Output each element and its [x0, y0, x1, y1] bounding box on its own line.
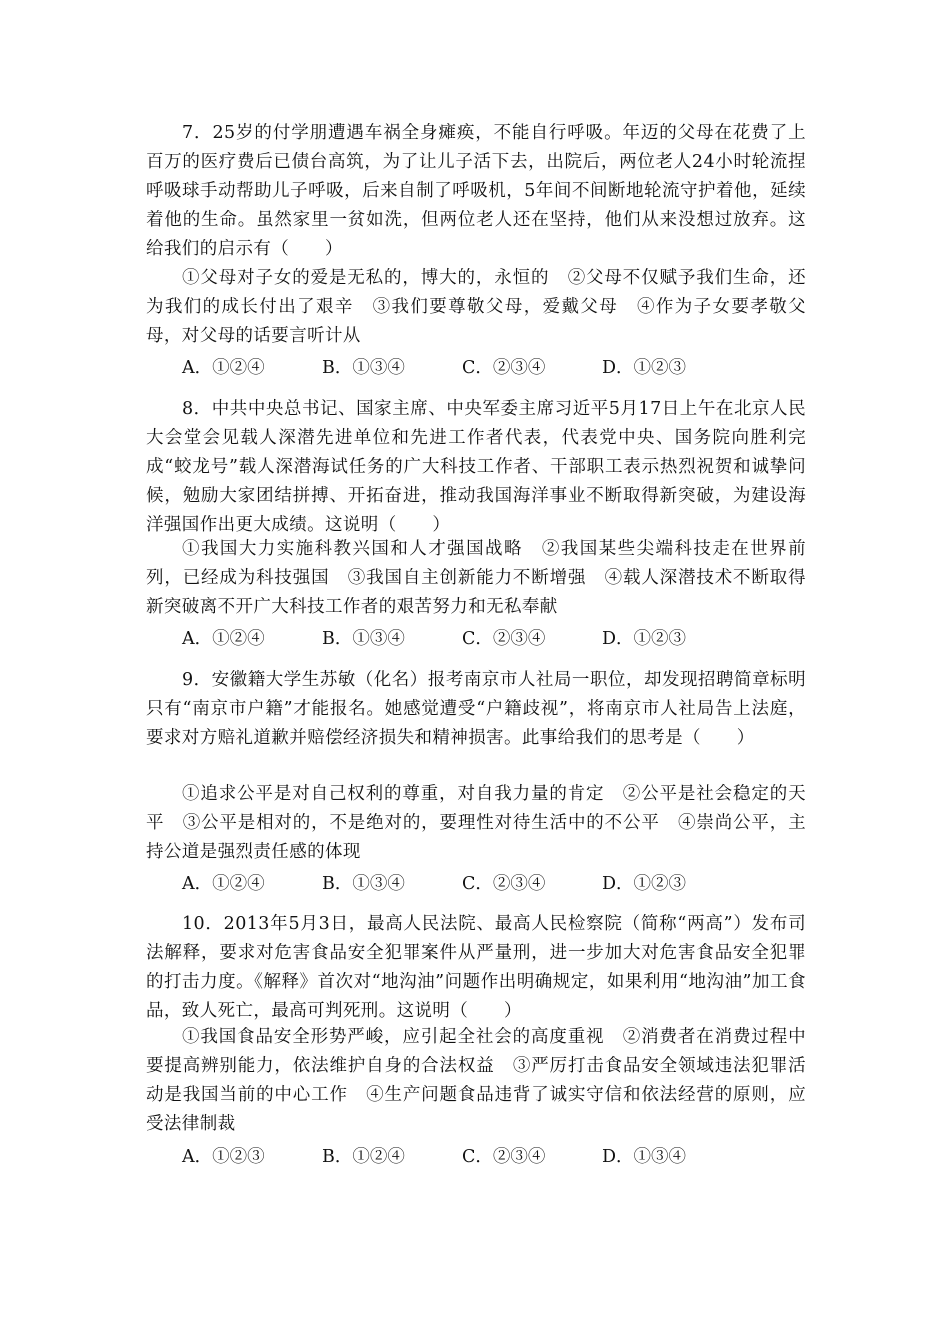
- option-a[interactable]: A．①②④: [182, 874, 265, 894]
- question-8-options: [182, 625, 742, 654]
- option-c[interactable]: C．②③④: [462, 1147, 546, 1167]
- option-a[interactable]: A．①②④: [182, 358, 265, 378]
- question-8-statements: [146, 535, 806, 622]
- question-7-statements: [146, 264, 806, 351]
- option-c[interactable]: C．②③④: [462, 629, 546, 649]
- question-10-statements: [146, 1023, 806, 1139]
- option-d[interactable]: D．①②③: [602, 874, 687, 894]
- question-10: [146, 910, 806, 1026]
- option-b[interactable]: B．①③④: [322, 358, 405, 378]
- option-a[interactable]: A．①②③: [182, 1147, 265, 1167]
- statement-list: ①我国大力实施科教兴国和人才强国战略 ②我国某些尖端科技走在世界前列，已经成为科技强国 ③我国自主创新能力不断增强 ④载人深潜技术不断取得新突破离不开广大科技工作者的艰苦努力和无私奉献: [146, 539, 806, 617]
- statement-list: ①父母对子女的爱是无私的，博大的，永恒的 ②父母不仅赋予我们生命，还为我们的成长付出了艰辛 ③我们要尊敬父母，爱戴父母 ④作为子女要孝敬父母，对父母的话要言听计从: [146, 268, 806, 346]
- option-b[interactable]: B．①③④: [322, 874, 405, 894]
- question-stem: 10．2013年5月3日，最高人民法院、最高人民检察院（简称“两高”）发布司法解释，要求对危害食品安全犯罪案件从严量刑，进一步加大对危害食品安全犯罪的打击力度。《解释》首次对“地沟油”问题作出明确规定，如果利用“地沟油”加工食品，致人死亡，最高可判死刑。这说明（ ）: [146, 914, 806, 1021]
- question-10-options: [182, 1143, 742, 1172]
- question-9: [146, 666, 806, 753]
- question-8: [146, 395, 806, 540]
- statement-list: ①追求公平是对自己权利的尊重，对自我力量的肯定 ②公平是社会稳定的天平 ③公平是相对的，不是绝对的，要理性对待生活中的不公平 ④崇尚公平，主持公道是强烈责任感的体现: [146, 784, 806, 862]
- question-stem: 8．中共中央总书记、国家主席、中央军委主席习近平5月17日上午在北京人民大会堂会见载人深潜先进单位和先进工作者代表，代表党中央、国务院向胜利完成“蛟龙号”载人深潜海试任务的广大科技工作者、干部职工表示热烈祝贺和诚挚问候，勉励大家团结拼搏、开拓奋进，推动我国海洋事业不断取得新突破，为建设海洋强国作出更大成绩。这说明（ ）: [146, 399, 806, 535]
- question-9-statements: [146, 780, 806, 867]
- option-b[interactable]: B．①③④: [322, 629, 405, 649]
- statement-list: ①我国食品安全形势严峻，应引起全社会的高度重视 ②消费者在消费过程中要提高辨别能力，依法维护自身的合法权益 ③严厉打击食品安全领域违法犯罪活动是我国当前的中心工作 ④生产问题食品违背了诚实守信和依法经营的原则，应受法律制裁: [146, 1027, 806, 1134]
- option-d[interactable]: D．①③④: [602, 1147, 687, 1167]
- option-a[interactable]: A．①②④: [182, 629, 265, 649]
- question-7-options: [182, 354, 742, 383]
- option-b[interactable]: B．①②④: [322, 1147, 405, 1167]
- option-c[interactable]: C．②③④: [462, 358, 546, 378]
- option-d[interactable]: D．①②③: [602, 629, 687, 649]
- question-stem: 9．安徽籍大学生苏敏（化名）报考南京市人社局一职位，却发现招聘简章标明只有“南京市户籍”才能报名。她感觉遭受“户籍歧视”，将南京市人社局告上法庭，要求对方赔礼道歉并赔偿经济损失和精神损害。此事给我们的思考是（ ）: [146, 670, 806, 748]
- option-c[interactable]: C．②③④: [462, 874, 546, 894]
- option-d[interactable]: D．①②③: [602, 358, 687, 378]
- question-stem: 7．25岁的付学朋遭遇车祸全身瘫痪，不能自行呼吸。年迈的父母在花费了上百万的医疗费后已债台高筑，为了让儿子活下去，出院后，两位老人24小时轮流捏呼吸球手动帮助儿子呼吸，后来自制了呼吸机，5年间不间断地轮流守护着他，延续着他的生命。虽然家里一贫如洗，但两位老人还在坚持，他们从来没想过放弃。这给我们的启示有（ ）: [146, 123, 806, 259]
- question-7: [146, 119, 806, 264]
- question-9-options: [182, 870, 742, 899]
